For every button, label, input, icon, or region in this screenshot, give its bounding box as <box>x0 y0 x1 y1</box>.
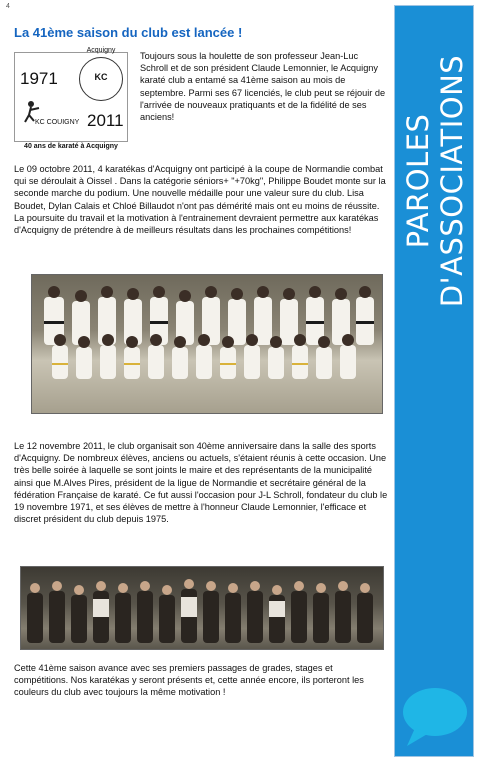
badge-text: KC <box>94 72 108 82</box>
speech-bubble-icon <box>401 686 469 748</box>
group-photo-karatekas <box>31 274 383 414</box>
paragraph-intro: Toujours sous la houlette de son professeur Jean-Luc Schroll et de son président Claude Lemonnier, le Acquigny karaté club a entamé sa 41ème saison au mois de septembre. Parmi ses 67 licenciés, le club peut se réjouir de l'arrivée de nouveaux pratiquants et de la fidélité de ses anciens! <box>140 51 386 123</box>
badge-ring-text: Acquigny <box>86 47 116 54</box>
article-headline: La 41ème saison du club est lancée ! <box>14 25 243 40</box>
logo-year-start: 1971 <box>20 69 58 88</box>
sidebar-title-line-1: PAROLES <box>401 113 435 249</box>
paragraph-competition: Le 09 octobre 2011, 4 karatékas d'Acquigny ont participé à la coupe de Normandie combat qui se déroulait à Oissel . Dans la catégorie séniors+ "+70kg", Philippe Boudet monte sur la seconde marche du podium. Une nouvelle médaille pour une valeur sure du club. Lisa Boudet, Dylan Calais et Chloé Billaudot n'ont pas démérité mais ont eu moins de réussite. La poursuite du travail et la motivation à l'entrainement devraient permettre aux karatékas d'Acquigny de prétendre à de meilleurs résultats dans les prochaines compétitions! <box>14 164 386 236</box>
club-badge <box>79 47 123 101</box>
club-logo <box>14 47 128 142</box>
sidebar-title-line-2: D'ASSOCIATIONS <box>435 54 469 308</box>
sidebar-title <box>401 55 469 307</box>
sidebar-banner <box>394 5 474 757</box>
paragraph-conclusion: Cette 41ème saison avance avec ses premiers passages de grades, stages et compétitions. Nos karatékas y seront présents et, cette année encore, ils porteront les couleurs du club avec toujours la même motivation ! <box>14 663 364 698</box>
logo-year-end: 2011 <box>87 111 124 130</box>
group-photo-anniversary <box>20 566 384 650</box>
logo-mark-text: KC COUIGNY <box>35 119 80 126</box>
page-number: 4 <box>6 3 10 10</box>
logo-caption: 40 ans de karaté à Acquigny <box>24 143 118 150</box>
paragraph-anniversary: Le 12 novembre 2011, le club organisait son 40ème anniversaire dans la salle des sports d'Acquigny. De nombreux élèves, anciens ou actuels, s'étaient réunis à cette occasion. Une très belle soirée à laquelle se sont joints le maire et des représentants de la municipalité ainsi que M.Alves Pires, président de la ligue de Normandie et secrétaire général de la fédération Française de karaté. Ce fut aussi l'occasion pour J-L Schroll, fondateur du club le 19 novembre 1971, et ses élèves de mettre à l'honneur Claude Lemonnier, l'efficace et discret président du club depuis 1975. <box>14 441 388 525</box>
